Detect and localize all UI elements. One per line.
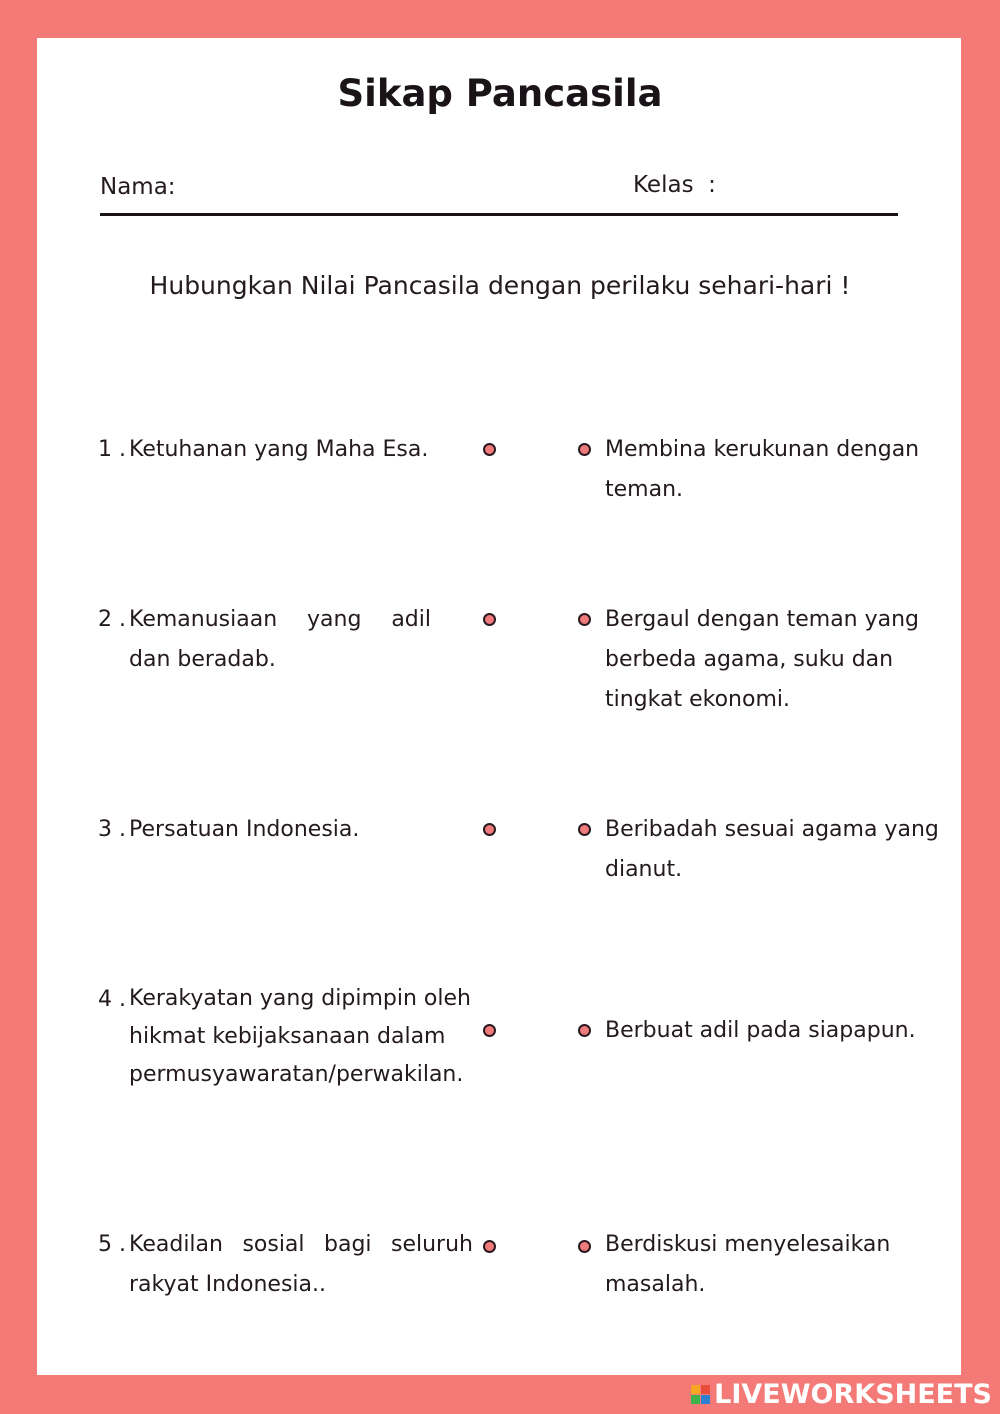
right-text-line: Berbuat adil pada siapapun. bbox=[605, 1018, 916, 1043]
item-number: 2 . bbox=[98, 607, 126, 632]
brand-text: LIVEWORKSHEETS bbox=[714, 1379, 992, 1410]
right-text-line: tingkat ekonomi. bbox=[605, 687, 790, 712]
left-text-line: permusyawaratan/perwakilan. bbox=[129, 1062, 464, 1087]
left-text-line: Kemanusiaan yang adil bbox=[129, 607, 431, 632]
left-match-dot[interactable] bbox=[483, 613, 496, 626]
instruction: Hubungkan Nilai Pancasila dengan perilaku sehari-hari ! bbox=[149, 271, 851, 300]
right-match-dot[interactable] bbox=[578, 823, 591, 836]
left-text-line: hikmat kebijaksanaan dalam bbox=[129, 1024, 446, 1049]
right-text-line: dianut. bbox=[605, 857, 683, 882]
left-text-line: rakyat Indonesia.. bbox=[129, 1272, 326, 1297]
name-underline bbox=[100, 213, 898, 216]
right-text-line: berbeda agama, suku dan bbox=[605, 647, 894, 672]
item-number: 1 . bbox=[98, 437, 126, 462]
page-title: Sikap Pancasila bbox=[337, 72, 663, 115]
liveworksheets-brand bbox=[691, 1379, 992, 1410]
liveworksheets-logo-icon bbox=[691, 1385, 710, 1404]
left-text-line: Ketuhanan yang Maha Esa. bbox=[129, 437, 429, 462]
left-text bbox=[129, 1225, 473, 1305]
right-text-line: masalah. bbox=[605, 1272, 706, 1297]
left-text-line: Keadilan sosial bagi seluruh bbox=[129, 1232, 473, 1257]
left-text-line: Kerakyatan yang dipimpin oleh bbox=[129, 986, 471, 1011]
right-text-line: Beribadah sesuai agama yang bbox=[605, 817, 939, 842]
left-text bbox=[129, 810, 469, 850]
right-match-dot[interactable] bbox=[578, 1240, 591, 1253]
right-text bbox=[605, 810, 965, 890]
left-match-dot[interactable] bbox=[483, 1240, 496, 1253]
right-text bbox=[605, 430, 955, 510]
left-text bbox=[129, 980, 474, 1094]
item-number: 4 . bbox=[98, 987, 126, 1012]
right-text-line: Berdiskusi menyelesaikan bbox=[605, 1232, 891, 1257]
item-number: 3 . bbox=[98, 817, 126, 842]
right-match-dot[interactable] bbox=[578, 443, 591, 456]
right-text-line: Bergaul dengan teman yang bbox=[605, 607, 920, 632]
kelas-label: Kelas : bbox=[633, 172, 716, 198]
right-match-dot[interactable] bbox=[578, 1024, 591, 1037]
right-text bbox=[605, 1225, 955, 1305]
left-text-line: dan beradab. bbox=[129, 647, 276, 672]
left-match-dot[interactable] bbox=[483, 823, 496, 836]
right-text-line: teman. bbox=[605, 477, 684, 502]
right-match-dot[interactable] bbox=[578, 613, 591, 626]
left-text bbox=[129, 600, 431, 680]
right-text-line: Membina kerukunan dengan bbox=[605, 437, 920, 462]
left-text-line: Persatuan Indonesia. bbox=[129, 817, 360, 842]
left-text bbox=[129, 430, 469, 470]
left-match-dot[interactable] bbox=[483, 443, 496, 456]
right-text bbox=[605, 600, 955, 720]
right-text bbox=[605, 1011, 955, 1051]
left-match-dot[interactable] bbox=[483, 1024, 496, 1037]
item-number: 5 . bbox=[98, 1232, 126, 1257]
nama-label: Nama: bbox=[100, 174, 176, 200]
